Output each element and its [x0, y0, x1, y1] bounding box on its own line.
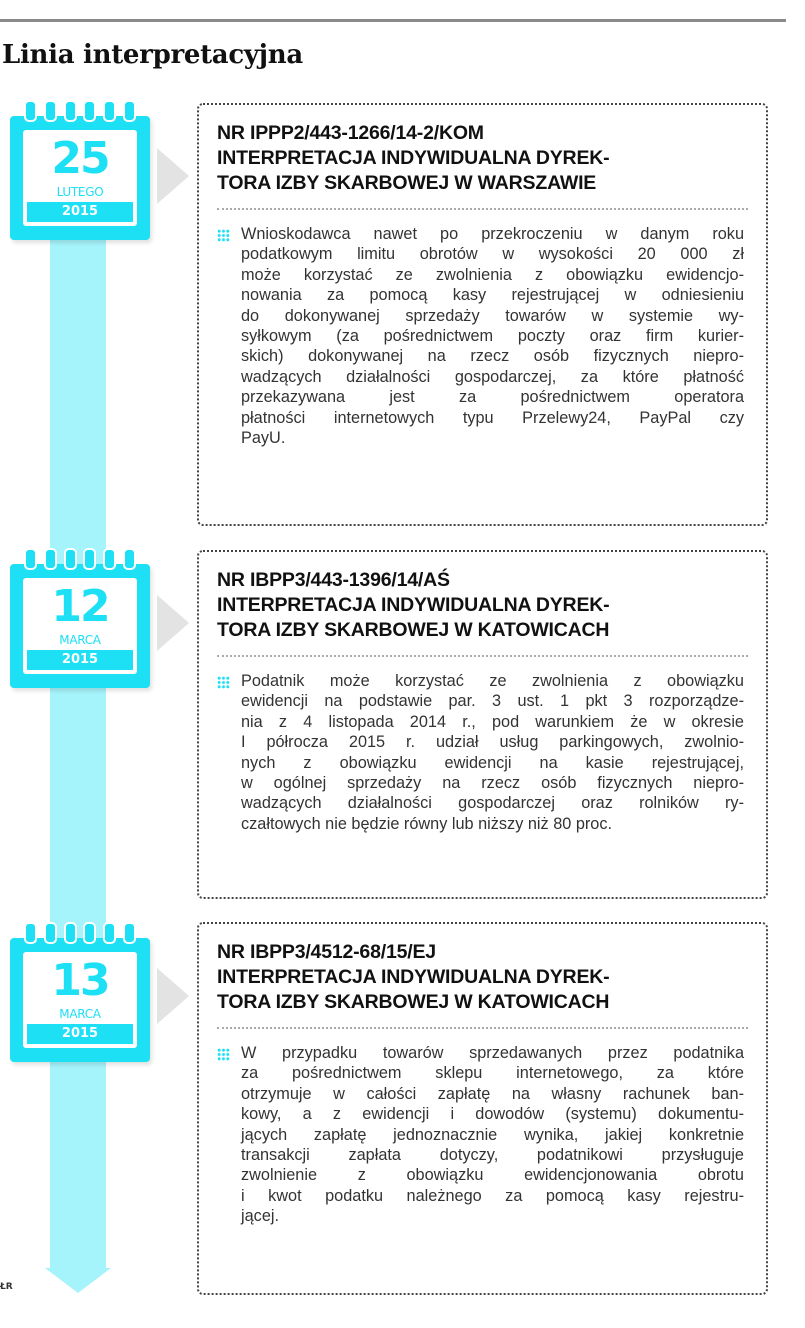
text-line: zwolnienie z obowiązku ewidencjonowania obrotu	[241, 1166, 744, 1185]
text-line: skich) dokonywanej na rzecz osób fizycznych niepro-	[241, 347, 744, 366]
text-line: I półrocza 2015 r. udział usług parkingowych, zwolnio-	[241, 733, 744, 752]
calendar-day: 25	[51, 133, 109, 184]
calendar-face	[23, 578, 137, 674]
case-number: NR IBPP3/4512-68/15/EJ	[217, 941, 436, 963]
calendar-face	[23, 952, 137, 1048]
calendar-year: 2015	[27, 1024, 133, 1044]
text-line: wadzących działalności gospodarczej oraz rolników ry-	[241, 794, 744, 813]
heading-line: INTERPRETACJA INDYWIDUALNA DYREK-	[217, 966, 610, 988]
text-line: nia z 4 listopada 2014 r., pod warunkiem że w okresie	[241, 712, 744, 731]
grid-dots-icon	[217, 1048, 230, 1061]
text-line: Podatnik może korzystać ze zwolnienia z obowiązku	[241, 672, 744, 690]
heading-line: INTERPRETACJA INDYWIDUALNA DYREK-	[217, 594, 610, 616]
card-body	[217, 657, 748, 834]
card-heading	[217, 568, 748, 657]
calendar-rings	[24, 922, 136, 948]
card-body	[217, 210, 748, 448]
calendar-year: 2015	[27, 202, 133, 222]
text-line: przekazywana jest za pośrednictwem operatora	[241, 388, 744, 407]
pointer-arrow-icon	[157, 148, 189, 204]
pointer-arrow-icon	[157, 595, 189, 651]
timeline-bar	[50, 240, 106, 1270]
calendar-ring-icon	[44, 100, 57, 122]
text-line: i kwot podatku należnego za pomocą kasy rejestru-	[241, 1186, 744, 1205]
calendar-rings	[24, 100, 136, 126]
card-body	[217, 1029, 748, 1227]
text-line: może korzystać ze zwolnienia z obowiązku ewidencjo-	[241, 265, 744, 284]
top-rule	[0, 19, 786, 22]
text-line: za pośrednictwem sklepu internetowego, za które	[241, 1064, 744, 1083]
card-text	[241, 671, 744, 834]
calendar-ring-icon	[123, 548, 136, 570]
calendar-ring-icon	[64, 548, 77, 570]
calendar-month: MARCA	[59, 633, 101, 647]
text-line: jącej.	[241, 1207, 280, 1226]
calendar-ring-icon	[83, 548, 96, 570]
calendar-ring-icon	[103, 100, 116, 122]
text-line: podatkowym limitu obrotów w wysokości 20 000 zł	[241, 245, 744, 264]
interpretation-card	[197, 550, 768, 899]
text-line: kowy, a z ewidencji i dowodów (systemu) dokumentu-	[241, 1105, 744, 1124]
grid-dots-icon	[217, 676, 230, 689]
timeline-arrow-icon	[45, 1268, 111, 1293]
calendar-ring-icon	[123, 922, 136, 944]
calendar-ring-icon	[83, 100, 96, 122]
calendar-ring-icon	[83, 922, 96, 944]
page-title: Linia interpretacyjna	[2, 40, 303, 70]
text-line: nowania za pomocą kasy rejestrującej w odniesieniu	[241, 286, 744, 305]
heading-line: TORA IZBY SKARBOWEJ W KATOWICACH	[217, 619, 610, 641]
text-line: ewidencji na podstawie par. 3 ust. 1 pkt 3 rozporządze-	[241, 692, 744, 711]
case-number: NR IBPP3/443-1396/14/AŚ	[217, 569, 450, 591]
calendar-ring-icon	[64, 922, 77, 944]
calendar-icon	[10, 548, 150, 688]
author-credit: ŁR	[0, 1282, 13, 1292]
calendar-ring-icon	[24, 922, 37, 944]
text-line: PayU.	[241, 429, 286, 448]
text-line: w ogólnej sprzedaży na rzecz osób fizycznych niepro-	[241, 774, 744, 793]
interpretation-card	[197, 103, 768, 526]
text-line: otrzymuje w całości zapłatę na własny rachunek ban-	[241, 1084, 744, 1103]
card-text	[241, 1043, 744, 1227]
calendar-ring-icon	[24, 548, 37, 570]
text-line: syłkowym (za pośrednictwem poczty oraz firm kurier-	[241, 327, 744, 346]
calendar-face	[23, 130, 137, 226]
calendar-ring-icon	[123, 100, 136, 122]
text-line: czałtowych nie będzie równy lub niższy niż 80 proc.	[241, 814, 613, 833]
calendar-day: 12	[51, 581, 109, 632]
calendar-ring-icon	[24, 100, 37, 122]
interpretation-card	[197, 922, 768, 1295]
case-number: NR IPPP2/443-1266/14-2/KOM	[217, 122, 484, 144]
calendar-year: 2015	[27, 650, 133, 670]
calendar-ring-icon	[103, 548, 116, 570]
card-heading	[217, 940, 748, 1029]
heading-line: INTERPRETACJA INDYWIDUALNA DYREK-	[217, 147, 610, 169]
calendar-icon	[10, 100, 150, 240]
calendar-month: LUTEGO	[56, 185, 104, 199]
calendar-ring-icon	[44, 548, 57, 570]
heading-line: TORA IZBY SKARBOWEJ W WARSZAWIE	[217, 172, 597, 194]
text-line: Wnioskodawca nawet po przekroczeniu w danym roku	[241, 225, 744, 243]
pointer-arrow-icon	[157, 968, 189, 1024]
card-heading	[217, 121, 748, 210]
text-line: do dokonywanej sprzedaży towarów w systemie wy-	[241, 306, 744, 325]
card-text	[241, 224, 744, 448]
calendar-ring-icon	[103, 922, 116, 944]
grid-dots-icon	[217, 229, 230, 242]
text-line: nych z obowiązku ewidencji na kasie rejestrującej,	[241, 753, 744, 772]
text-line: transakcji zapłata dotyczy, podatnikowi przysługuje	[241, 1146, 744, 1165]
calendar-day: 13	[51, 955, 109, 1006]
calendar-ring-icon	[44, 922, 57, 944]
calendar-icon	[10, 922, 150, 1062]
text-line: płatności internetowych typu Przelewy24, PayPal czy	[241, 408, 744, 427]
text-line: jących zapłatę jednoznacznie wynika, jakiej konkretnie	[241, 1125, 744, 1144]
heading-line: TORA IZBY SKARBOWEJ W KATOWICACH	[217, 991, 610, 1013]
calendar-rings	[24, 548, 136, 574]
text-line: wadzących działalności gospodarczej, za które płatność	[241, 367, 744, 386]
text-line: W przypadku towarów sprzedawanych przez podatnika	[241, 1044, 744, 1062]
calendar-month: MARCA	[59, 1007, 101, 1021]
calendar-ring-icon	[64, 100, 77, 122]
